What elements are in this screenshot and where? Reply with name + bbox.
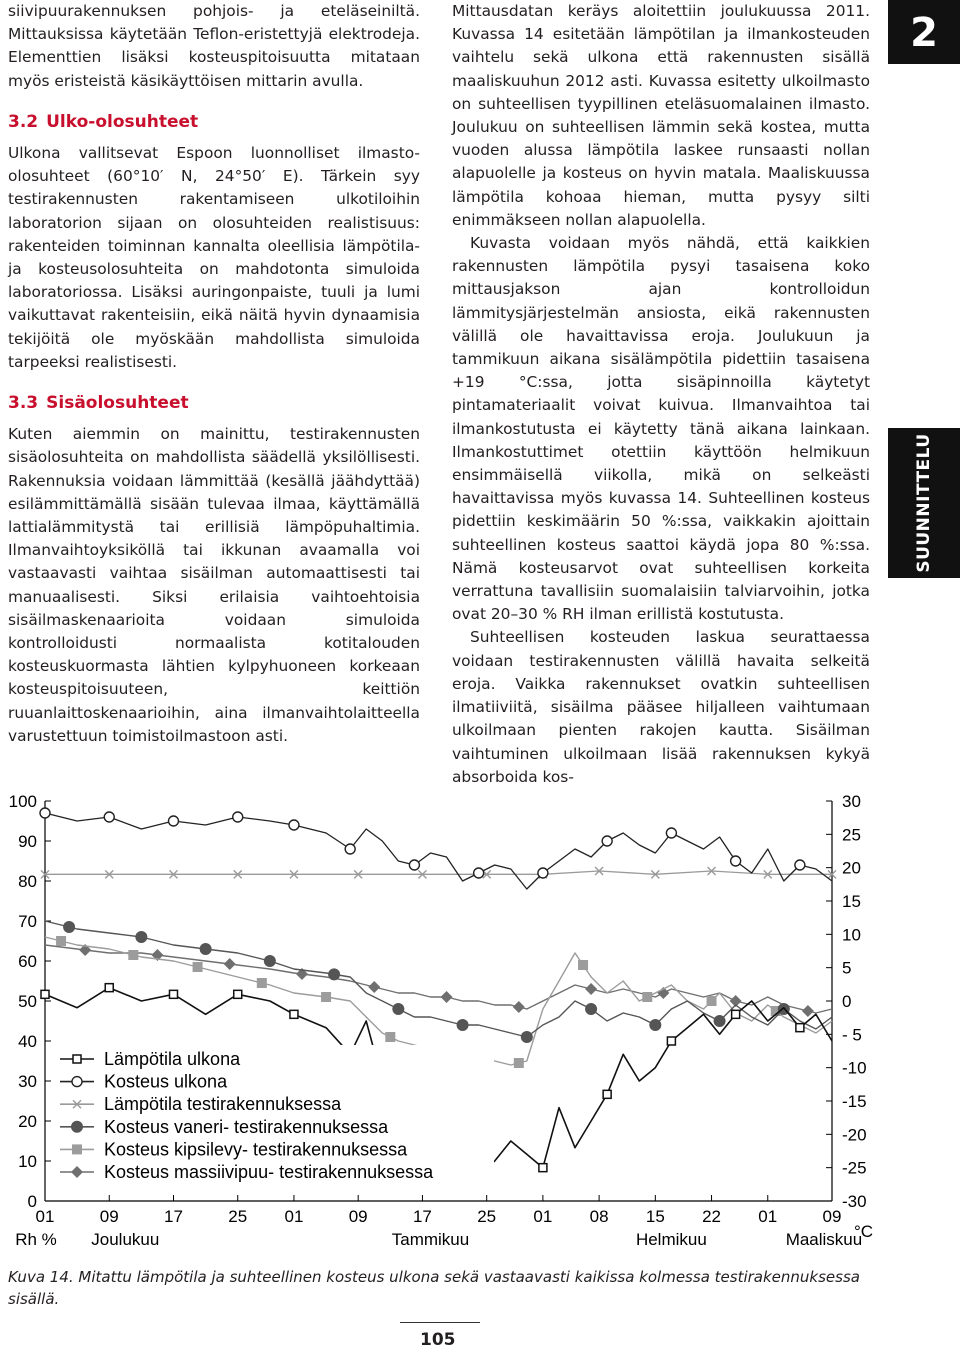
data-point [714, 1016, 725, 1027]
data-point [539, 1164, 547, 1172]
data-point [667, 1037, 675, 1045]
data-point [796, 1024, 804, 1032]
left-tick-label: 50 [18, 992, 37, 1011]
left-tick-label: 40 [18, 1032, 37, 1051]
legend-marker [73, 1055, 81, 1063]
heading-3-2 [8, 111, 420, 134]
left-paragraph-2: Ulkona vallitsevat Espoon luonnolliset ilmasto-olosuhteet (60°10′ N, 24°50′ E). Tärkein syy testirakennusten rakentamiseen ulkotiloihin laboratorion sijaan on olosuhteiden realistisuus: rakenteiden toiminnan kannalta oleellisia lämpötila- ja kosteusolosuhteita on mahdotonta simuloida laboratoriossa. Lisäksi auringonpaiste, tuuli ja lumi vaikuttavat rakenteisiin, eikä näitä hyvin dynaamisia tekijöitä ole myöskään mahdollista simuloida tarpeeksi realistisesti. [8, 144, 420, 371]
data-point [521, 1032, 532, 1043]
data-point [345, 844, 355, 854]
x-tick-label: 09 [99, 1207, 119, 1226]
heading-3-3-title: Sisäolosuhteet [46, 393, 189, 414]
right-column [452, 0, 870, 789]
data-point [538, 868, 548, 878]
left-tick-label: 30 [18, 1072, 37, 1091]
data-point [136, 932, 147, 943]
heading-3-2-number: 3.2 [8, 111, 39, 132]
data-point [329, 969, 340, 980]
data-point [193, 962, 203, 972]
chapter-tab: 2 [888, 0, 960, 64]
legend-label: Kosteus massiivipuu- testirakennuksessa [104, 1162, 434, 1182]
right-paragraph-1: Mittausdatan keräys aloitettiin joulukuussa 2011. Kuvassa 14 esitetään lämpötilan ja ilmankosteuden vaihtelu sekä ulkona että rakennusten sisällä maaliskuuhun 2012 asti. Kuvassa esitetty ulkoilmasto on suhteellisen tyypillinen eteläsuomalainen ilmasto. Joulukuu on suhteellisen lämmin sekä kostea, mutta vuoden alussa lämpötila laskee runsaasti nollan alapuolelle ja kosteus on hyvin matala. Maaliskuussa lämpötila kohoaa hieman, mutta pysyy silti enimmäkseen nollan alapuolella. [452, 2, 870, 229]
figure-chart [0, 786, 900, 1256]
right-tick-label: - 5 [842, 1025, 862, 1045]
left-paragraph-1: siivipuurakennuksen pohjois- ja eteläseiniltä. Mittauksissa käytetään Teflon-eristettyjä elektrodeja. Elementtien lisäksi kosteuspitoisuutta mitataan myös eristeistä käsikäyttöisen mittarin avulla. [8, 2, 420, 90]
right-tick-label: 30 [842, 792, 861, 811]
x-month-label: Helmikuu [635, 1230, 707, 1249]
footer-rule [400, 1322, 480, 1323]
x-tick-label: 08 [589, 1207, 609, 1226]
data-point [707, 996, 717, 1006]
x-tick-label: 09 [822, 1207, 842, 1226]
heading-3-2-title: Ulko-olosuhteet [46, 111, 199, 132]
left-tick-label: 10 [18, 1152, 37, 1171]
x-tick-label: 25 [477, 1207, 497, 1226]
data-point [585, 983, 597, 995]
legend-label: Lämpötila ulkona [104, 1049, 241, 1069]
data-point [105, 984, 113, 992]
right-tick-label: -15 [842, 1092, 867, 1111]
legend-label: Kosteus vaneri- testirakennuksessa [104, 1116, 389, 1137]
data-point [233, 812, 243, 822]
data-point [802, 1005, 814, 1017]
right-tick-label: 15 [842, 892, 861, 911]
data-point [104, 812, 114, 822]
left-tick-label: 90 [18, 832, 37, 851]
right-axis-label: °C [854, 1222, 874, 1241]
x-tick-label: 01 [284, 1207, 304, 1226]
left-paragraph-3: Kuten aiemmin on mainittu, testirakennusten sisäolosuhteita on mahdollista säädellä yksilöllisesti. Rakennuksia voidaan lämmittää (kesällä jäähdyttää) esilämmittämällä sisään tulevaa ilmaa, käyttämällä lattialämmitystä tai erillisiä lämpöpuhaltimia. Ilmanvaihtoyksiköllä tai ikkunan avaamalla voi vastaavasti vaihtaa sisäilman automaattisesti tai manuaalisesti. Siksi erilaisia vaihtoehtoisia sisäilmaskenaarioita voidaan simuloida kontrolloidusti normaalista kotitalouden kosteuskuormasta lähtien kylpyhuoneen korkeaan kosteuspitoisuuteen, keittiön ruuanlaittoskenaarioihin, aina ilmanvaihtolaitteella varustettuun toimistoilmastoon asti. [8, 425, 420, 745]
right-tick-label: 10 [842, 925, 861, 945]
right-tick-label: -20 [842, 1125, 867, 1145]
figure-caption: Kuva 14. Mitattu lämpötila ja suhteellinen kosteus ulkona sekä vastaavasti kaikissa kolmessa testirakennuksessa sisällä. [8, 1268, 860, 1308]
x-month-label: Maaliskuu [785, 1230, 863, 1249]
data-point [393, 1004, 404, 1015]
left-tick-label: 0 [27, 1192, 37, 1211]
right-tick-label: -25 [842, 1158, 867, 1178]
data-point [257, 978, 267, 988]
data-point [513, 1001, 525, 1013]
legend-label: Kosteus kipsilevy- testirakennuksessa [104, 1139, 408, 1160]
heading-3-3-number: 3.3 [8, 393, 39, 414]
legend-marker [72, 1144, 82, 1154]
data-point [602, 836, 612, 846]
data-point [650, 1020, 661, 1031]
left-axis-label: Rh % [15, 1230, 57, 1249]
data-point [586, 1004, 597, 1015]
data-point [514, 1058, 524, 1068]
data-point [168, 816, 178, 826]
data-point [200, 944, 211, 955]
x-tick-label: 01 [758, 1207, 778, 1226]
right-paragraph-3: Suhteellisen kosteuden laskua seurattaessa voidaan testirakennusten välillä havaita selkeitä eroja. Vaikka rakennukset ovatkin suhteellisen ilmatiiviitä, sisäilma pääsee hiljalleen vaihtumaan ulkoilmaan pienten rakojen kautta. Sisäilman vaihtuminen ulkoilmaan lisää rakennuksen kykyä absorboida kos- [452, 628, 870, 786]
x-tick-label: 15 [645, 1207, 665, 1226]
section-tab-label: SUUNNITTELU [914, 433, 934, 573]
data-point [457, 1020, 468, 1031]
data-point [578, 960, 588, 970]
left-tick-label: 80 [18, 872, 37, 891]
right-paragraph-2: Kuvasta voidaan myös nähdä, että kaikkien rakennusten lämpötila pysyi tasaisena koko mittausjakson ajan kontrolloidun lämmitysjärjestelmän ansiosta, eikä rakennusten välillä ole havaittavissa eroja. Joulukuun ja tammikuun aikana sisälämpötila pidettiin tasaisena +19 °C:ssa, jotta sisäpinnoilla käytetyt pintamateriaalit voivat kuivua. Ilmanvaihtoa tai ilmankostutusta ei käytetty tänä aikana lainkaan. Ilmankostuttimet otettiin käyttöön helmikuun ensimmäisellä viikolla, mikä on selkeästi havaittavissa myös kuvassa 14. Suhteellinen kosteus pidettiin keskimäärin 50 %:ssa, vaikkakin ajoittain suhteellinen kosteus saattoi käydä jopa 80 %:ssa. Nämä kosteusarvot ovat suhteellisen korkeita verrattuna tavallisiin suomalaisiin talviarvoihin, jotka ovat 20–30 % RH ilman erillistä kostutusta. [452, 234, 870, 624]
data-point [441, 991, 453, 1003]
data-point [128, 950, 138, 960]
section-tab [888, 428, 960, 578]
data-point [290, 1010, 298, 1018]
series-line [45, 813, 832, 889]
x-tick-label: 01 [533, 1207, 553, 1226]
data-point [234, 990, 242, 998]
left-column [8, 0, 420, 748]
data-point [289, 820, 299, 830]
data-point [666, 828, 676, 838]
data-point [732, 1010, 740, 1018]
data-point [385, 1032, 395, 1042]
data-point [731, 856, 741, 866]
data-point [795, 860, 805, 870]
data-point [409, 860, 419, 870]
page-number: 105 [420, 1330, 456, 1350]
data-point [264, 956, 275, 967]
chart-svg [0, 786, 900, 1256]
right-tick-label: 25 [842, 825, 861, 845]
left-tick-label: 20 [18, 1112, 37, 1131]
left-tick-label: 60 [18, 952, 37, 971]
data-point [474, 868, 484, 878]
x-tick-label: 01 [35, 1207, 55, 1226]
x-tick-label: 25 [228, 1207, 248, 1226]
heading-3-3 [8, 392, 420, 415]
data-point [56, 936, 66, 946]
right-tick-label: 5 [842, 958, 852, 978]
x-tick-label: 22 [702, 1207, 722, 1226]
data-point [169, 990, 177, 998]
data-point [642, 992, 652, 1002]
x-tick-label: 17 [164, 1207, 183, 1226]
right-tick-label: 20 [842, 858, 861, 878]
data-point [224, 958, 236, 970]
data-point [603, 1090, 611, 1098]
data-point [368, 981, 380, 993]
data-point [41, 990, 49, 998]
x-month-label: Tammikuu [391, 1230, 470, 1249]
data-point [64, 922, 75, 933]
left-tick-label: 70 [18, 912, 37, 931]
legend-marker [72, 1077, 82, 1087]
x-tick-label: 09 [348, 1207, 368, 1226]
right-tick-label: 0 [842, 992, 852, 1011]
legend-label: Kosteus ulkona [104, 1071, 228, 1092]
left-tick-label: 100 [8, 792, 37, 811]
legend-marker [72, 1121, 83, 1132]
right-tick-label: -30 [842, 1192, 867, 1211]
x-tick-label: 17 [412, 1207, 432, 1226]
legend-label: Lämpötila testirakennuksessa [104, 1094, 342, 1115]
data-point [321, 992, 331, 1002]
x-month-label: Joulukuu [91, 1230, 160, 1249]
right-tick-label: -10 [842, 1058, 867, 1078]
data-point [40, 808, 50, 818]
